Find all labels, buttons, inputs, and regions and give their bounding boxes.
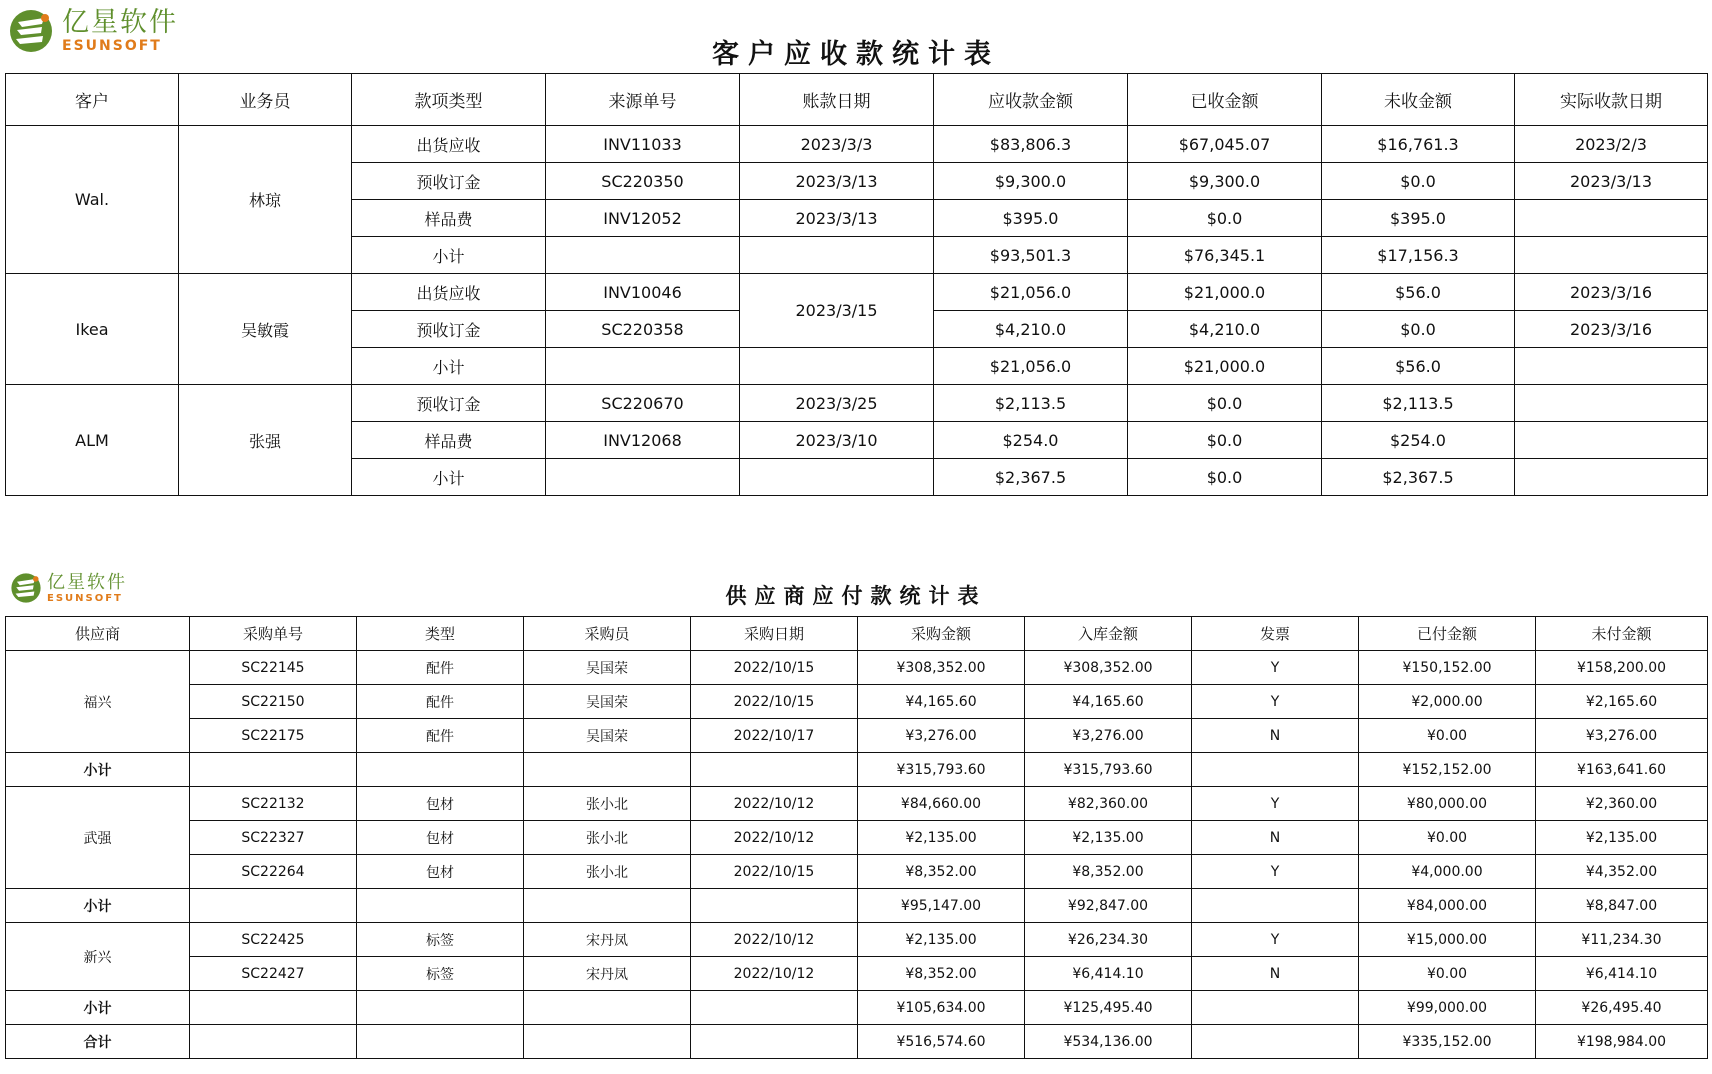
table-cell: ¥516,574.60 xyxy=(858,1025,1025,1059)
table-cell: 2022/10/15 xyxy=(691,651,858,685)
table-cell: 2022/10/15 xyxy=(691,685,858,719)
table-cell: $2,113.5 xyxy=(934,385,1128,422)
table-cell: $16,761.3 xyxy=(1322,126,1515,163)
salesperson-cell: 张强 xyxy=(179,385,352,496)
table-cell xyxy=(1515,385,1708,422)
table-cell: $21,056.0 xyxy=(934,274,1128,311)
table-cell: $0.0 xyxy=(1128,459,1322,496)
table-cell: 包材 xyxy=(357,821,524,855)
receivables-header-row xyxy=(6,74,1708,126)
table-cell: ¥308,352.00 xyxy=(858,651,1025,685)
empty-cell xyxy=(357,1025,524,1059)
receivables-table xyxy=(5,73,1708,496)
table-cell: SC220670 xyxy=(546,385,740,422)
empty-cell xyxy=(691,753,858,787)
table-cell: ¥84,000.00 xyxy=(1359,889,1536,923)
table-cell: $21,000.0 xyxy=(1128,348,1322,385)
logo-en-text: ESUNSOFT xyxy=(47,592,123,604)
table-cell: $21,000.0 xyxy=(1128,274,1322,311)
table-cell: ¥4,165.60 xyxy=(858,685,1025,719)
table-cell: SC220350 xyxy=(546,163,740,200)
table-cell: 配件 xyxy=(357,719,524,753)
table-cell: ¥8,352.00 xyxy=(858,855,1025,889)
table-cell: SC22427 xyxy=(190,957,357,991)
table-cell xyxy=(1192,1025,1359,1059)
empty-cell xyxy=(190,991,357,1025)
table-cell: ¥3,276.00 xyxy=(1536,719,1708,753)
table-cell: ¥82,360.00 xyxy=(1025,787,1192,821)
table-cell: ¥99,000.00 xyxy=(1359,991,1536,1025)
table-cell: Y xyxy=(1192,855,1359,889)
empty-cell xyxy=(691,889,858,923)
table-cell: N xyxy=(1192,957,1359,991)
table-cell: 出货应收 xyxy=(352,126,546,163)
table-cell: $17,156.3 xyxy=(1322,237,1515,274)
table-cell: 2022/10/12 xyxy=(691,787,858,821)
table-cell: 张小北 xyxy=(524,821,691,855)
column-header: 类型 xyxy=(357,617,524,651)
table-cell xyxy=(1515,422,1708,459)
table-cell: ¥26,234.30 xyxy=(1025,923,1192,957)
column-header: 客户 xyxy=(6,74,179,126)
table-cell: 配件 xyxy=(357,651,524,685)
table-cell: ¥2,135.00 xyxy=(858,821,1025,855)
table-cell: ¥0.00 xyxy=(1359,821,1536,855)
table-cell: 2023/3/13 xyxy=(1515,163,1708,200)
table-cell: $2,367.5 xyxy=(934,459,1128,496)
customer-cell: Ikea xyxy=(6,274,179,385)
customer-cell: Wal. xyxy=(6,126,179,274)
table-cell: 张小北 xyxy=(524,855,691,889)
column-header: 采购金额 xyxy=(858,617,1025,651)
table-cell: ¥11,234.30 xyxy=(1536,923,1708,957)
table-cell: ¥3,276.00 xyxy=(1025,719,1192,753)
table-row xyxy=(6,385,1708,422)
column-header: 来源单号 xyxy=(546,74,740,126)
table-cell: SC22150 xyxy=(190,685,357,719)
table-cell: ¥8,847.00 xyxy=(1536,889,1708,923)
table-row xyxy=(6,821,1708,855)
table-cell: $254.0 xyxy=(934,422,1128,459)
empty-cell xyxy=(357,889,524,923)
table-cell: ¥2,165.60 xyxy=(1536,685,1708,719)
table-cell xyxy=(546,459,740,496)
column-header: 业务员 xyxy=(179,74,352,126)
table-cell: $254.0 xyxy=(1322,422,1515,459)
table-cell: 包材 xyxy=(357,855,524,889)
column-header: 款项类型 xyxy=(352,74,546,126)
salesperson-cell: 吴敏霞 xyxy=(179,274,352,385)
subtotal-label: 小计 xyxy=(6,991,190,1025)
column-header: 未收金额 xyxy=(1322,74,1515,126)
table-cell: 配件 xyxy=(357,685,524,719)
table-cell: 小计 xyxy=(352,459,546,496)
table-cell: 样品费 xyxy=(352,422,546,459)
table-cell: ¥92,847.00 xyxy=(1025,889,1192,923)
payables-title: 供应商应付款统计表 xyxy=(725,584,987,608)
logo-cn-text: 亿星软件 xyxy=(62,7,178,38)
table-cell: SC22175 xyxy=(190,719,357,753)
table-cell: 2022/10/17 xyxy=(691,719,858,753)
table-cell: ¥4,000.00 xyxy=(1359,855,1536,889)
empty-cell xyxy=(357,991,524,1025)
column-header: 未付金额 xyxy=(1536,617,1708,651)
table-cell: N xyxy=(1192,821,1359,855)
table-cell: $0.0 xyxy=(1128,200,1322,237)
empty-cell xyxy=(190,1025,357,1059)
table-row xyxy=(6,923,1708,957)
table-cell: $56.0 xyxy=(1322,348,1515,385)
table-cell: $4,210.0 xyxy=(934,311,1128,348)
table-cell: Y xyxy=(1192,651,1359,685)
table-cell: 2023/3/16 xyxy=(1515,311,1708,348)
column-header: 入库金额 xyxy=(1025,617,1192,651)
table-cell: 2023/2/3 xyxy=(1515,126,1708,163)
table-cell: 预收订金 xyxy=(352,163,546,200)
table-cell: $9,300.0 xyxy=(1128,163,1322,200)
table-cell: 包材 xyxy=(357,787,524,821)
table-cell: $395.0 xyxy=(934,200,1128,237)
table-cell: 2023/3/13 xyxy=(740,200,934,237)
total-label: 合计 xyxy=(6,1025,190,1059)
payables-header-row xyxy=(6,617,1708,651)
table-cell: SC22145 xyxy=(190,651,357,685)
table-cell: $0.0 xyxy=(1322,311,1515,348)
empty-cell xyxy=(524,991,691,1025)
date-cell: 2023/3/15 xyxy=(740,274,934,348)
table-cell: ¥4,352.00 xyxy=(1536,855,1708,889)
table-cell: ¥150,152.00 xyxy=(1359,651,1536,685)
table-cell: $76,345.1 xyxy=(1128,237,1322,274)
subtotal-label: 小计 xyxy=(6,889,190,923)
table-cell: 2022/10/12 xyxy=(691,923,858,957)
column-header: 应收款金额 xyxy=(934,74,1128,126)
table-cell xyxy=(740,237,934,274)
table-cell: $67,045.07 xyxy=(1128,126,1322,163)
table-row xyxy=(6,719,1708,753)
table-row xyxy=(6,787,1708,821)
table-row xyxy=(6,685,1708,719)
table-cell xyxy=(1192,753,1359,787)
table-cell xyxy=(740,459,934,496)
payables-table xyxy=(5,616,1708,1059)
column-header: 发票 xyxy=(1192,617,1359,651)
table-cell: ¥534,136.00 xyxy=(1025,1025,1192,1059)
table-cell: 样品费 xyxy=(352,200,546,237)
table-cell: INV12068 xyxy=(546,422,740,459)
table-cell: Y xyxy=(1192,787,1359,821)
table-cell: 吴国荣 xyxy=(524,651,691,685)
table-cell: ¥198,984.00 xyxy=(1536,1025,1708,1059)
total-row xyxy=(6,1025,1708,1059)
subtotal-row xyxy=(6,991,1708,1025)
table-cell: ¥2,000.00 xyxy=(1359,685,1536,719)
table-cell: $395.0 xyxy=(1322,200,1515,237)
table-cell: 吴国荣 xyxy=(524,685,691,719)
logo-cn-text: 亿星软件 xyxy=(47,571,127,593)
column-header: 供应商 xyxy=(6,617,190,651)
table-cell: 小计 xyxy=(352,348,546,385)
table-cell: $83,806.3 xyxy=(934,126,1128,163)
table-cell: 宋丹凤 xyxy=(524,957,691,991)
column-header: 采购员 xyxy=(524,617,691,651)
table-cell: 吴国荣 xyxy=(524,719,691,753)
table-cell: ¥4,165.60 xyxy=(1025,685,1192,719)
table-row xyxy=(6,957,1708,991)
table-cell: N xyxy=(1192,719,1359,753)
table-cell: SC22264 xyxy=(190,855,357,889)
table-cell: ¥2,135.00 xyxy=(1025,821,1192,855)
table-cell xyxy=(1192,991,1359,1025)
table-cell xyxy=(1515,348,1708,385)
table-cell: ¥315,793.60 xyxy=(1025,753,1192,787)
subtotal-row xyxy=(6,889,1708,923)
table-cell: ¥125,495.40 xyxy=(1025,991,1192,1025)
table-cell: $0.0 xyxy=(1128,385,1322,422)
table-cell: ¥2,135.00 xyxy=(858,923,1025,957)
table-cell: $4,210.0 xyxy=(1128,311,1322,348)
table-cell: 2022/10/12 xyxy=(691,821,858,855)
table-cell: ¥95,147.00 xyxy=(858,889,1025,923)
table-cell: ¥8,352.00 xyxy=(1025,855,1192,889)
table-row xyxy=(6,126,1708,163)
receivables-title: 客户应收款统计表 xyxy=(712,39,1000,70)
table-cell: ¥105,634.00 xyxy=(858,991,1025,1025)
table-cell xyxy=(1192,889,1359,923)
date-cell xyxy=(740,348,934,385)
table-cell: 2022/10/12 xyxy=(691,957,858,991)
table-cell xyxy=(546,348,740,385)
table-row xyxy=(6,855,1708,889)
table-cell: $9,300.0 xyxy=(934,163,1128,200)
table-cell: 2023/3/3 xyxy=(740,126,934,163)
table-cell: INV12052 xyxy=(546,200,740,237)
table-cell: SC22132 xyxy=(190,787,357,821)
supplier-cell: 新兴 xyxy=(6,923,190,991)
table-cell: $56.0 xyxy=(1322,274,1515,311)
column-header: 账款日期 xyxy=(740,74,934,126)
table-cell: SC22327 xyxy=(190,821,357,855)
logo-en-text: ESUNSOFT xyxy=(62,38,162,54)
column-header: 采购单号 xyxy=(190,617,357,651)
table-cell: ¥152,152.00 xyxy=(1359,753,1536,787)
table-cell: ¥84,660.00 xyxy=(858,787,1025,821)
table-cell: ¥26,495.40 xyxy=(1536,991,1708,1025)
table-cell: ¥80,000.00 xyxy=(1359,787,1536,821)
empty-cell xyxy=(524,889,691,923)
table-cell xyxy=(1515,200,1708,237)
table-cell: SC220358 xyxy=(546,311,740,348)
customer-cell: ALM xyxy=(6,385,179,496)
table-cell: ¥0.00 xyxy=(1359,719,1536,753)
table-cell xyxy=(1515,237,1708,274)
table-cell: ¥6,414.10 xyxy=(1536,957,1708,991)
table-cell xyxy=(1515,459,1708,496)
table-cell: ¥2,360.00 xyxy=(1536,787,1708,821)
table-row xyxy=(6,651,1708,685)
table-cell: ¥6,414.10 xyxy=(1025,957,1192,991)
table-cell: ¥158,200.00 xyxy=(1536,651,1708,685)
table-cell: $0.0 xyxy=(1322,163,1515,200)
column-header: 已付金额 xyxy=(1359,617,1536,651)
table-cell: 标签 xyxy=(357,957,524,991)
table-cell: 张小北 xyxy=(524,787,691,821)
empty-cell xyxy=(357,753,524,787)
table-cell: $0.0 xyxy=(1128,422,1322,459)
table-cell: 2023/3/16 xyxy=(1515,274,1708,311)
subtotal-row xyxy=(6,753,1708,787)
table-cell: $21,056.0 xyxy=(934,348,1128,385)
column-header: 实际收款日期 xyxy=(1515,74,1708,126)
table-cell: ¥2,135.00 xyxy=(1536,821,1708,855)
column-header: 已收金额 xyxy=(1128,74,1322,126)
table-cell: 小计 xyxy=(352,237,546,274)
table-cell: 2022/10/15 xyxy=(691,855,858,889)
supplier-cell: 武强 xyxy=(6,787,190,889)
empty-cell xyxy=(524,1025,691,1059)
table-cell: ¥308,352.00 xyxy=(1025,651,1192,685)
supplier-cell: 福兴 xyxy=(6,651,190,753)
table-cell: ¥315,793.60 xyxy=(858,753,1025,787)
empty-cell xyxy=(190,889,357,923)
empty-cell xyxy=(524,753,691,787)
table-cell: 2023/3/25 xyxy=(740,385,934,422)
column-header: 采购日期 xyxy=(691,617,858,651)
table-cell: 预收订金 xyxy=(352,385,546,422)
table-cell: ¥163,641.60 xyxy=(1536,753,1708,787)
table-cell: 宋丹凤 xyxy=(524,923,691,957)
table-cell: 2023/3/13 xyxy=(740,163,934,200)
salesperson-cell: 林琼 xyxy=(179,126,352,274)
table-cell: INV11033 xyxy=(546,126,740,163)
table-cell: ¥0.00 xyxy=(1359,957,1536,991)
table-cell: $2,113.5 xyxy=(1322,385,1515,422)
table-cell: Y xyxy=(1192,685,1359,719)
table-cell: 出货应收 xyxy=(352,274,546,311)
table-cell: 标签 xyxy=(357,923,524,957)
empty-cell xyxy=(691,1025,858,1059)
table-cell: $2,367.5 xyxy=(1322,459,1515,496)
table-cell: ¥3,276.00 xyxy=(858,719,1025,753)
table-cell: ¥15,000.00 xyxy=(1359,923,1536,957)
table-cell: SC22425 xyxy=(190,923,357,957)
table-row xyxy=(6,274,1708,311)
table-cell: 2023/3/10 xyxy=(740,422,934,459)
table-cell: 预收订金 xyxy=(352,311,546,348)
empty-cell xyxy=(691,991,858,1025)
table-cell: Y xyxy=(1192,923,1359,957)
table-cell: INV10046 xyxy=(546,274,740,311)
table-cell: $93,501.3 xyxy=(934,237,1128,274)
subtotal-label: 小计 xyxy=(6,753,190,787)
table-cell: ¥8,352.00 xyxy=(858,957,1025,991)
table-cell xyxy=(546,237,740,274)
table-cell: ¥335,152.00 xyxy=(1359,1025,1536,1059)
empty-cell xyxy=(190,753,357,787)
